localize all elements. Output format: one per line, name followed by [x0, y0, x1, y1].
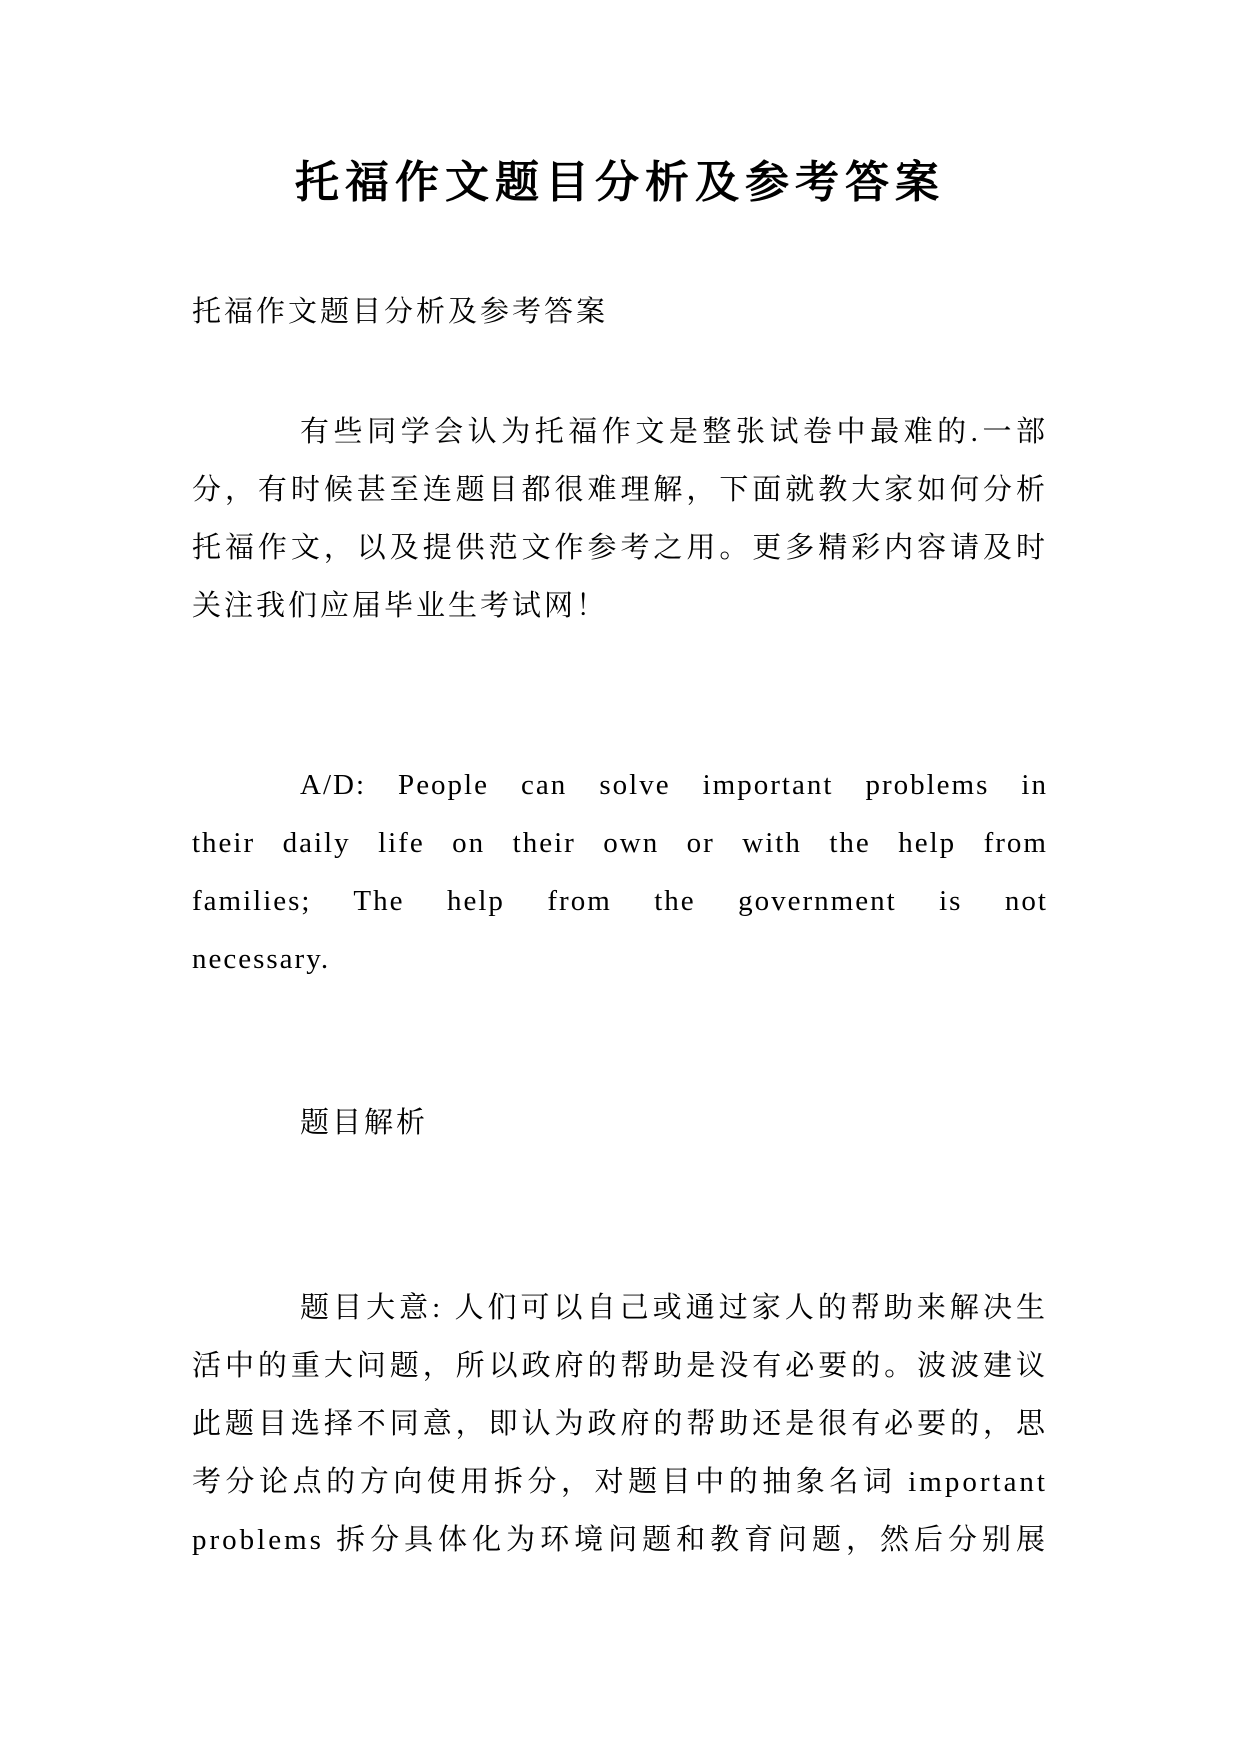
text-line: families; The help from the government is not — [192, 885, 1048, 917]
text-line: their daily life on their own or with the help from — [192, 827, 1048, 859]
text-line: 托福作文，以及提供范文作参考之用。更多精彩内容请及时 — [192, 532, 1048, 564]
section-heading: 题目解析 — [300, 1107, 429, 1139]
text-line: necessary. — [192, 943, 331, 975]
analysis-paragraph — [192, 1279, 1048, 1569]
text-line: 考分论点的方向使用拆分，对题目中的抽象名词 important — [192, 1466, 1048, 1498]
text-line: 题目大意: 人们可以自己或通过家人的帮助来解决生 — [300, 1292, 1048, 1324]
text-line: 关注我们应届毕业生考试网！ — [192, 590, 609, 622]
text-line: 有些同学会认为托福作文是整张试卷中最难的.一部 — [300, 416, 1048, 448]
document-title: 托福作文题目分析及参考答案 — [295, 158, 945, 207]
intro-paragraph — [192, 403, 1048, 635]
subtitle-line: 托福作文题目分析及参考答案 — [192, 296, 609, 328]
text-line: A/D: People can solve important problems in — [300, 769, 1048, 801]
essay-prompt-paragraph — [192, 756, 1048, 988]
text-line: 分，有时候甚至连题目都很难理解，下面就教大家如何分析 — [192, 474, 1048, 506]
text-line: 活中的重大问题，所以政府的帮助是没有必要的。波波建议 — [192, 1350, 1048, 1382]
text-line: 此题目选择不同意，即认为政府的帮助还是很有必要的，思 — [192, 1408, 1048, 1440]
text-line: problems 拆分具体化为环境问题和教育问题，然后分别展 — [192, 1524, 1048, 1556]
